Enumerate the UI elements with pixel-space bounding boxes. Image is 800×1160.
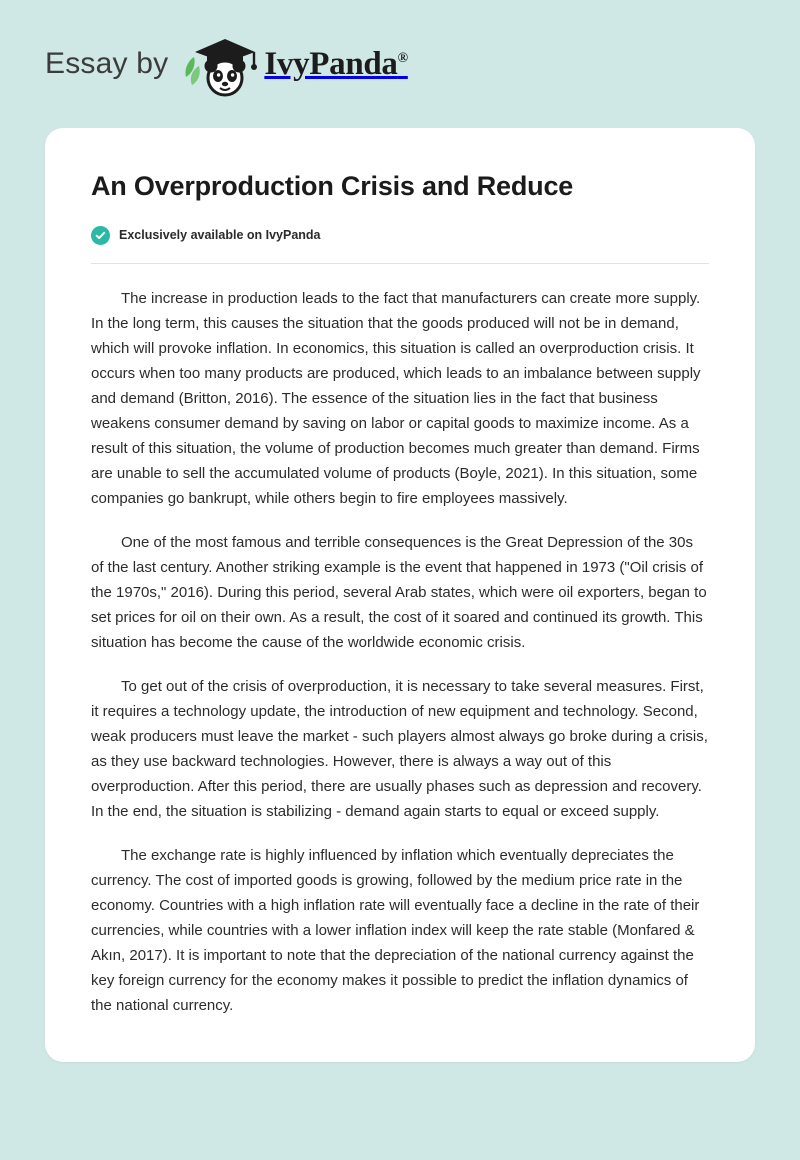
exclusivity-badge xyxy=(91,226,709,245)
exclusivity-badge-label: Exclusively available on IvyPanda xyxy=(119,228,321,243)
essay-by-label: Essay by xyxy=(45,47,169,80)
header-inner xyxy=(45,31,408,97)
paragraph: The exchange rate is highly influenced by inflation which eventually depreciates the currency. The cost of imported goods is growing, followed by the medium price rate in the economy. Countries with a high inflation rate will eventually face a decline in the rate of their currencies, while countries with a lower inflation index will keep the rate stable (Monfared & Akın, 2017). It is important to note that the depreciation of the national currency against the key foreign currency for the economy makes it possible to predict the inflation dynamics of the national currency. xyxy=(91,846,700,1014)
paragraph: The increase in production leads to the fact that manufacturers can create more supply. In the long term, this causes the situation that the goods produced will not be in demand, which will provoke inflation. In economics, this situation is called an overproduction crisis. It occurs when too many products are produced, which leads to an imbalance between supply and demand (Britton, 2016). The essence of the situation lies in the fact that business weakens consumer demand by saving on labor or capital goods to maximize income. As a result of this situation, the volume of production becomes much greater than demand. Firms are unable to sell the accumulated volume of products (Boyle, 2021). In this situation, some companies go bankrupt, while others begin to fire employees massively. xyxy=(91,289,701,507)
brand-name-text: IvyPanda xyxy=(264,45,398,82)
ivypanda-logo-link[interactable] xyxy=(180,31,407,97)
check-circle-icon xyxy=(91,226,110,245)
document-card xyxy=(45,128,755,1062)
brand-name xyxy=(264,46,407,83)
panda-graduate-logo-icon xyxy=(180,31,258,97)
paragraph: To get out of the crisis of overproduction, it is necessary to take several measures. First, it requires a technology update, the introduction of new equipment and technology. Second, weak producers must leave the market - such players almost always go broke during a crisis, as they use backward technologies. However, there is always a way out of this overproduction. After this period, there are usually phases such as depression and recovery. In the end, the situation is stabilizing - demand again starts to equal or exceed supply. xyxy=(91,677,708,820)
site-header xyxy=(0,0,800,128)
paragraph: One of the most famous and terrible consequences is the Great Depression of the 30s of the last century. Another striking example is the event that happened in 1973 ("Oil crisis of the 1970s," 2016). During this period, several Arab states, which were oil exporters, began to set prices for oil on their own. As a result, the cost of it soared and continued its growth. This situation has become the cause of the worldwide economic crisis. xyxy=(91,533,707,651)
registered-mark: ® xyxy=(397,50,408,66)
title-divider xyxy=(91,263,709,264)
page-title: An Overproduction Crisis and Reduce xyxy=(91,171,574,201)
